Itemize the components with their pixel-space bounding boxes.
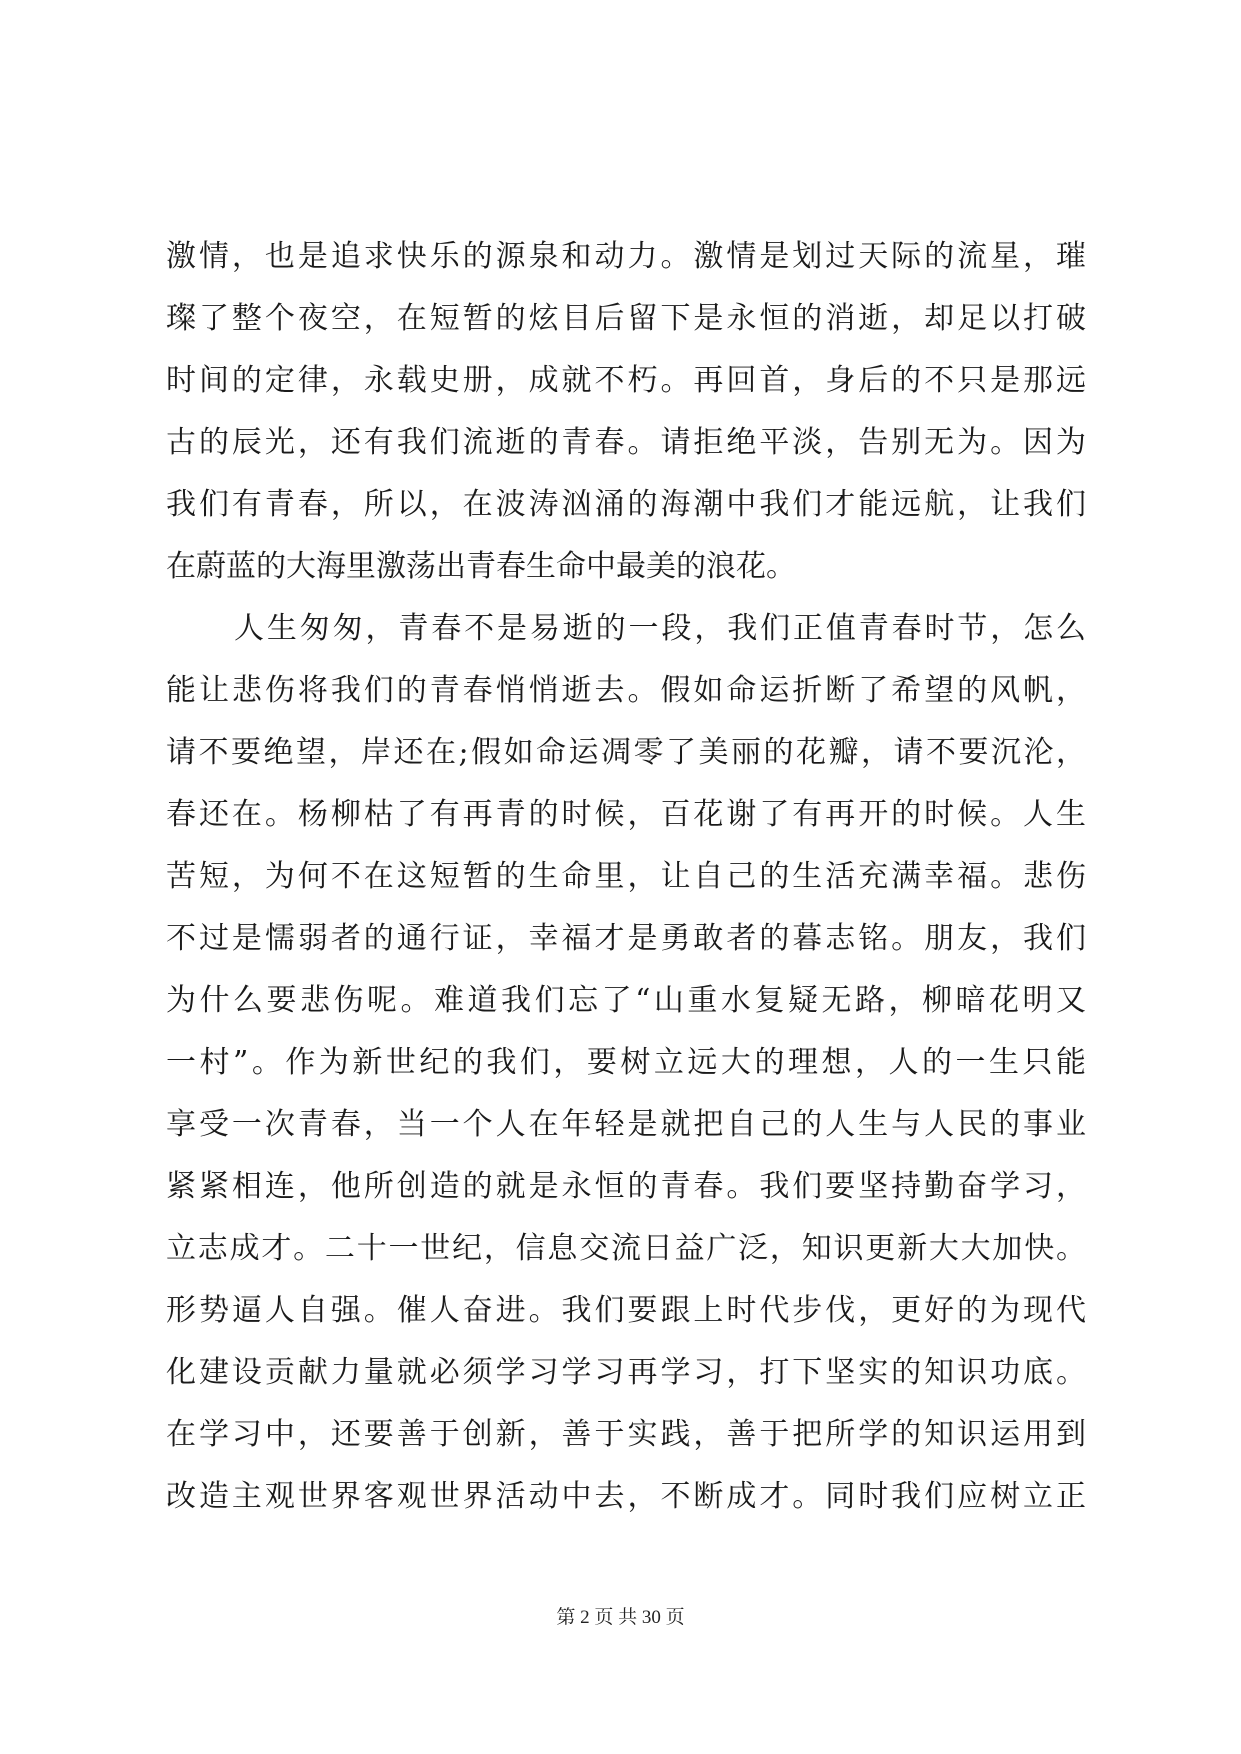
text-line: 时间的定律，永载史册，成就不朽。再回首，身后的不只是那远 [166,363,1086,398]
text-line: 改造主观世界客观世界活动中去，不断成才。同时我们应树立正 [166,1479,1086,1514]
text-line: 紧紧相连，他所创造的就是永恒的青春。我们要坚持勤奋学习， [166,1169,1086,1204]
text-line: 璨了整个夜空，在短暂的炫目后留下是永恒的消逝，却足以打破 [166,301,1086,336]
text-line: 请不要绝望，岸还在;假如命运凋零了美丽的花瓣，请不要沉沦， [166,735,1086,770]
text-line: 享受一次青春，当一个人在年轻是就把自己的人生与人民的事业 [166,1107,1086,1142]
text-line: 激情，也是追求快乐的源泉和动力。激情是划过天际的流星，璀 [166,239,1086,274]
text-line: 化建设贡献力量就必须学习学习再学习，打下坚实的知识功底。 [166,1355,1086,1390]
text-line: 为什么要悲伤呢。难道我们忘了“山重水复疑无路，柳暗花明又 [166,983,1086,1018]
text-line: 在蔚蓝的大海里激荡出青春生命中最美的浪花。 [166,549,796,584]
text-line: 形势逼人自强。催人奋进。我们要跟上时代步伐，更好的为现代 [166,1293,1086,1328]
text-line: 一村”。作为新世纪的我们，要树立远大的理想，人的一生只能 [166,1045,1086,1080]
text-line: 能让悲伤将我们的青春悄悄逝去。假如命运折断了希望的风帆， [166,673,1086,708]
text-line: 在学习中，还要善于创新，善于实践，善于把所学的知识运用到 [166,1417,1086,1452]
text-line: 立志成才。二十一世纪，信息交流日益广泛，知识更新大大加快。 [166,1231,1086,1266]
text-line: 苦短，为何不在这短暂的生命里，让自己的生活充满幸福。悲伤 [166,859,1086,894]
body-text [166,226,1086,1528]
text-line: 春还在。杨柳枯了有再青的时候，百花谢了有再开的时候。人生 [166,797,1086,832]
text-line: 人生匆匆，青春不是易逝的一段，我们正值青春时节，怎么 [234,611,1086,646]
text-line: 不过是懦弱者的通行证，幸福才是勇敢者的暮志铭。朋友，我们 [166,921,1086,956]
page-footer: 第 2 页 共 30 页 [556,1607,685,1628]
text-line: 我们有青春，所以，在波涛汹涌的海潮中我们才能远航，让我们 [166,487,1086,522]
text-line: 古的辰光，还有我们流逝的青春。请拒绝平淡，告别无为。因为 [166,425,1086,460]
